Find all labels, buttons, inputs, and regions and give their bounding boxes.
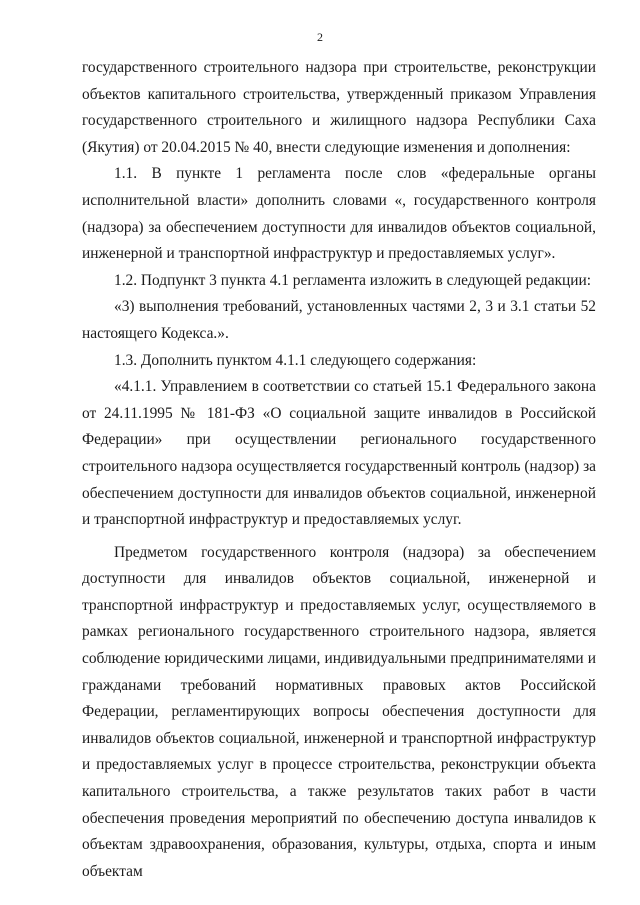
paragraph-item-1-3: 1.3. Дополнить пунктом 4.1.1 следующего содержания:: [114, 351, 477, 369]
paragraph-quote-subpoint-3: «3) выполнения требований, установленных частями 2, 3 и 3.1 статьи 52 настоящего Кодекса.».: [82, 298, 596, 342]
paragraph-quote-4-1-1: «4.1.1. Управлением в соответствии со статьей 15.1 Федерального закона от 24.11.1995 № 181-ФЗ «О социальной защите инвалидов в Российской Федерации» при осуществлении регионального государственного строительного надзора осуществляется государственный контроль (надзор) за обеспечением доступности для инвалидов объектов социальной, инженерной и транспортной инфраструктур и предоставляемых услуг.: [82, 378, 596, 529]
page-number: 2: [317, 30, 323, 44]
paragraph-intro-continuation: государственного строительного надзора при строительстве, реконструкции объектов капитального строительства, утвержденный приказом Управления государственного строительного и жилищного надзора Республики Саха (Якутия) от 20.04.2015 № 40, внести следующие изменения и дополнения:: [82, 59, 596, 156]
paragraph-item-1-2: 1.2. Подпункт 3 пункта 4.1 регламента изложить в следующей редакции:: [114, 271, 592, 289]
paragraph-subject-of-control: Предметом государственного контроля (надзора) за обеспечением доступности для инвалидов объектов социальной, инженерной и транспортной инфраструктур и предоставляемых услуг, осуществляемого в рамках регионального государственного строительного надзора, является соблюдение юридическими лицами, индивидуальными предпринимателями и гражданами требований нормативных правовых актов Российской Федерации, регламентирующих вопросы обеспечения доступности для инвалидов объектов социальной, инженерной и транспортной инфраструктур и предоставляемых услуг в процессе строительства, реконструкции объекта капитального строительства, а также результатов таких работ в части обеспечения проведения мероприятий по обеспечению доступа инвалидов к объектам здравоохранения, образования, культуры, отдыха, спорта и иным объектам: [82, 543, 596, 880]
paragraph-item-1-1: 1.1. В пункте 1 регламента после слов «федеральные органы исполнительной власти» дополнить словами «, государственного контроля (надзора) за обеспечением доступности для инвалидов объектов социальной, инженерной и транспортной инфраструктур и предоставляемых услуг».: [82, 165, 596, 263]
document-body: [82, 55, 596, 885]
